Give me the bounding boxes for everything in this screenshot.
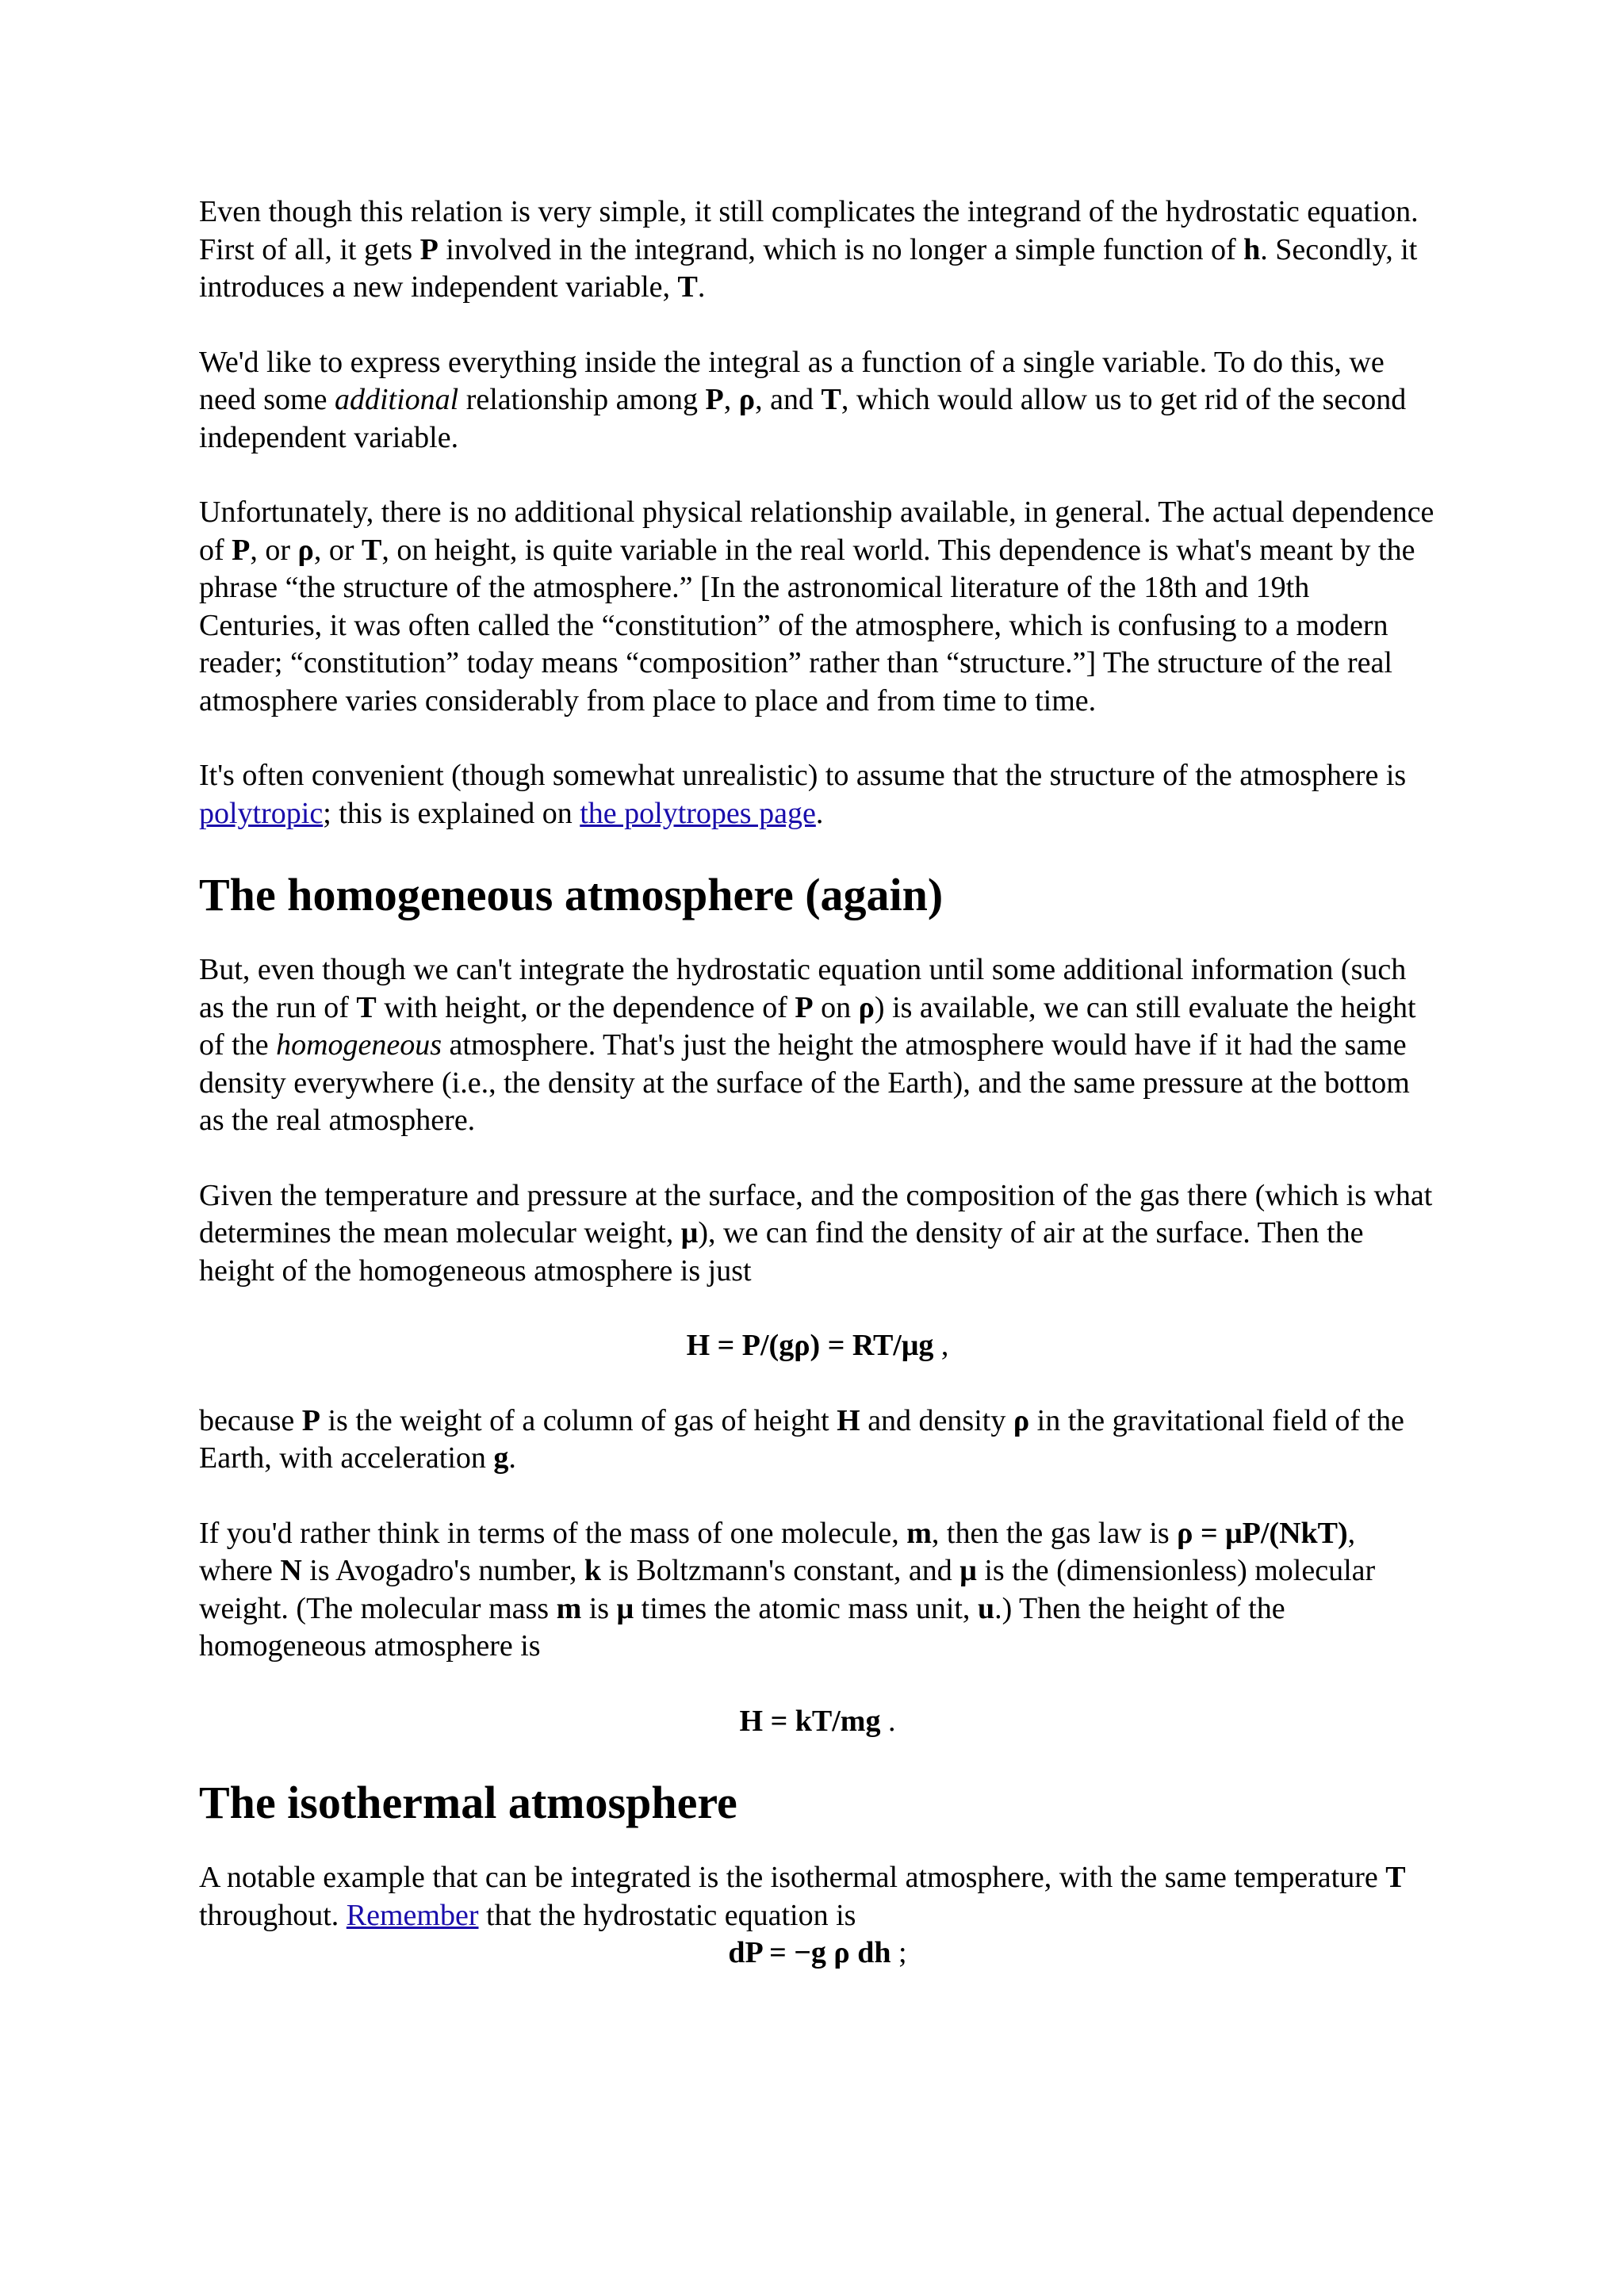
paragraph-single-variable: We'd like to express everything inside the integral as a function of a single variable. To do this, we need some additional relationship among P, ρ, and T, which would allow us to get rid of the second independent variable. xyxy=(199,345,1407,454)
paragraph-isothermal: A notable example that can be integrated is the isothermal atmosphere, with the same temperature T throughout. Remember that the hydrostatic equation is xyxy=(199,1861,1406,1932)
paragraph-weight-of-column: because P is the weight of a column of gas of height H and density ρ in the gravitational field of the Earth, with acceleration g. xyxy=(199,1403,1404,1475)
document-page xyxy=(199,193,1436,1973)
equation-homogeneous-height: H = P/(gρ) = RT/μg , xyxy=(686,1329,949,1362)
paragraph-integrand: Even though this relation is very simple, it still complicates the integrand of the hydrostatic equation. First of all, it gets P involved in the integrand, which is no longer a simple function of h. Secondly, it introduces a new independent variable, T. xyxy=(199,195,1419,304)
remember-link[interactable]: Remember xyxy=(346,1898,479,1932)
polytropic-link[interactable]: polytropic xyxy=(199,796,324,830)
paragraph-surface-density: Given the temperature and pressure at the surface, and the composition of the gas there (which is what determines the mean molecular weight, μ), we can find the density of air at the surface. Then the height of the homogeneous atmosphere is just xyxy=(199,1178,1433,1288)
polytropes-page-link[interactable]: the polytropes page xyxy=(580,796,816,830)
equation-hydrostatic: dP = −g ρ dh ; xyxy=(728,1936,907,1969)
paragraph-molecule-mass: If you'd rather think in terms of the mass of one molecule, m, then the gas law is ρ = μP/(NkT), where N is Avogadro's number, k is Boltzmann's constant, and μ is the (dimensionless) molecular weight. (The molecular mass m is μ times the atomic mass unit, u.) Then the height of the homogeneous atmosphere is xyxy=(199,1516,1376,1663)
equation-kT-over-mg: H = kT/mg . xyxy=(739,1704,896,1738)
paragraph-structure: Unfortunately, there is no additional physical relationship available, in general. The actual dependence of P, or ρ, or T, on height, is quite variable in the real world. This dependence is what's meant by the phrase “the structure of the atmosphere.” [In the astronomical literature of the 18th and 19th Centuries, it was often called the “constitution” of the atmosphere, which is confusing to a modern reader; “constitution” today means “composition” rather than “structure.”] The structure of the real atmosphere varies considerably from place to place and from time to time. xyxy=(199,496,1434,718)
paragraph-polytropic: It's often convenient (though somewhat unrealistic) to assume that the structure of the atmosphere is polytropic; this is explained on the polytropes page. xyxy=(199,759,1407,830)
heading-homogeneous-atmosphere: The homogeneous atmosphere (again) xyxy=(199,869,944,920)
paragraph-homogeneous: But, even though we can't integrate the hydrostatic equation until some additional information (such as the run of T with height, or the dependence of P on ρ) is available, we can still evaluate the height of the homogeneous atmosphere. That's just the height the atmosphere would have if it had the same density everywhere (i.e., the density at the surface of the Earth), and the same pressure at the bottom as the real atmosphere. xyxy=(199,953,1416,1137)
heading-isothermal-atmosphere: The isothermal atmosphere xyxy=(199,1777,737,1828)
